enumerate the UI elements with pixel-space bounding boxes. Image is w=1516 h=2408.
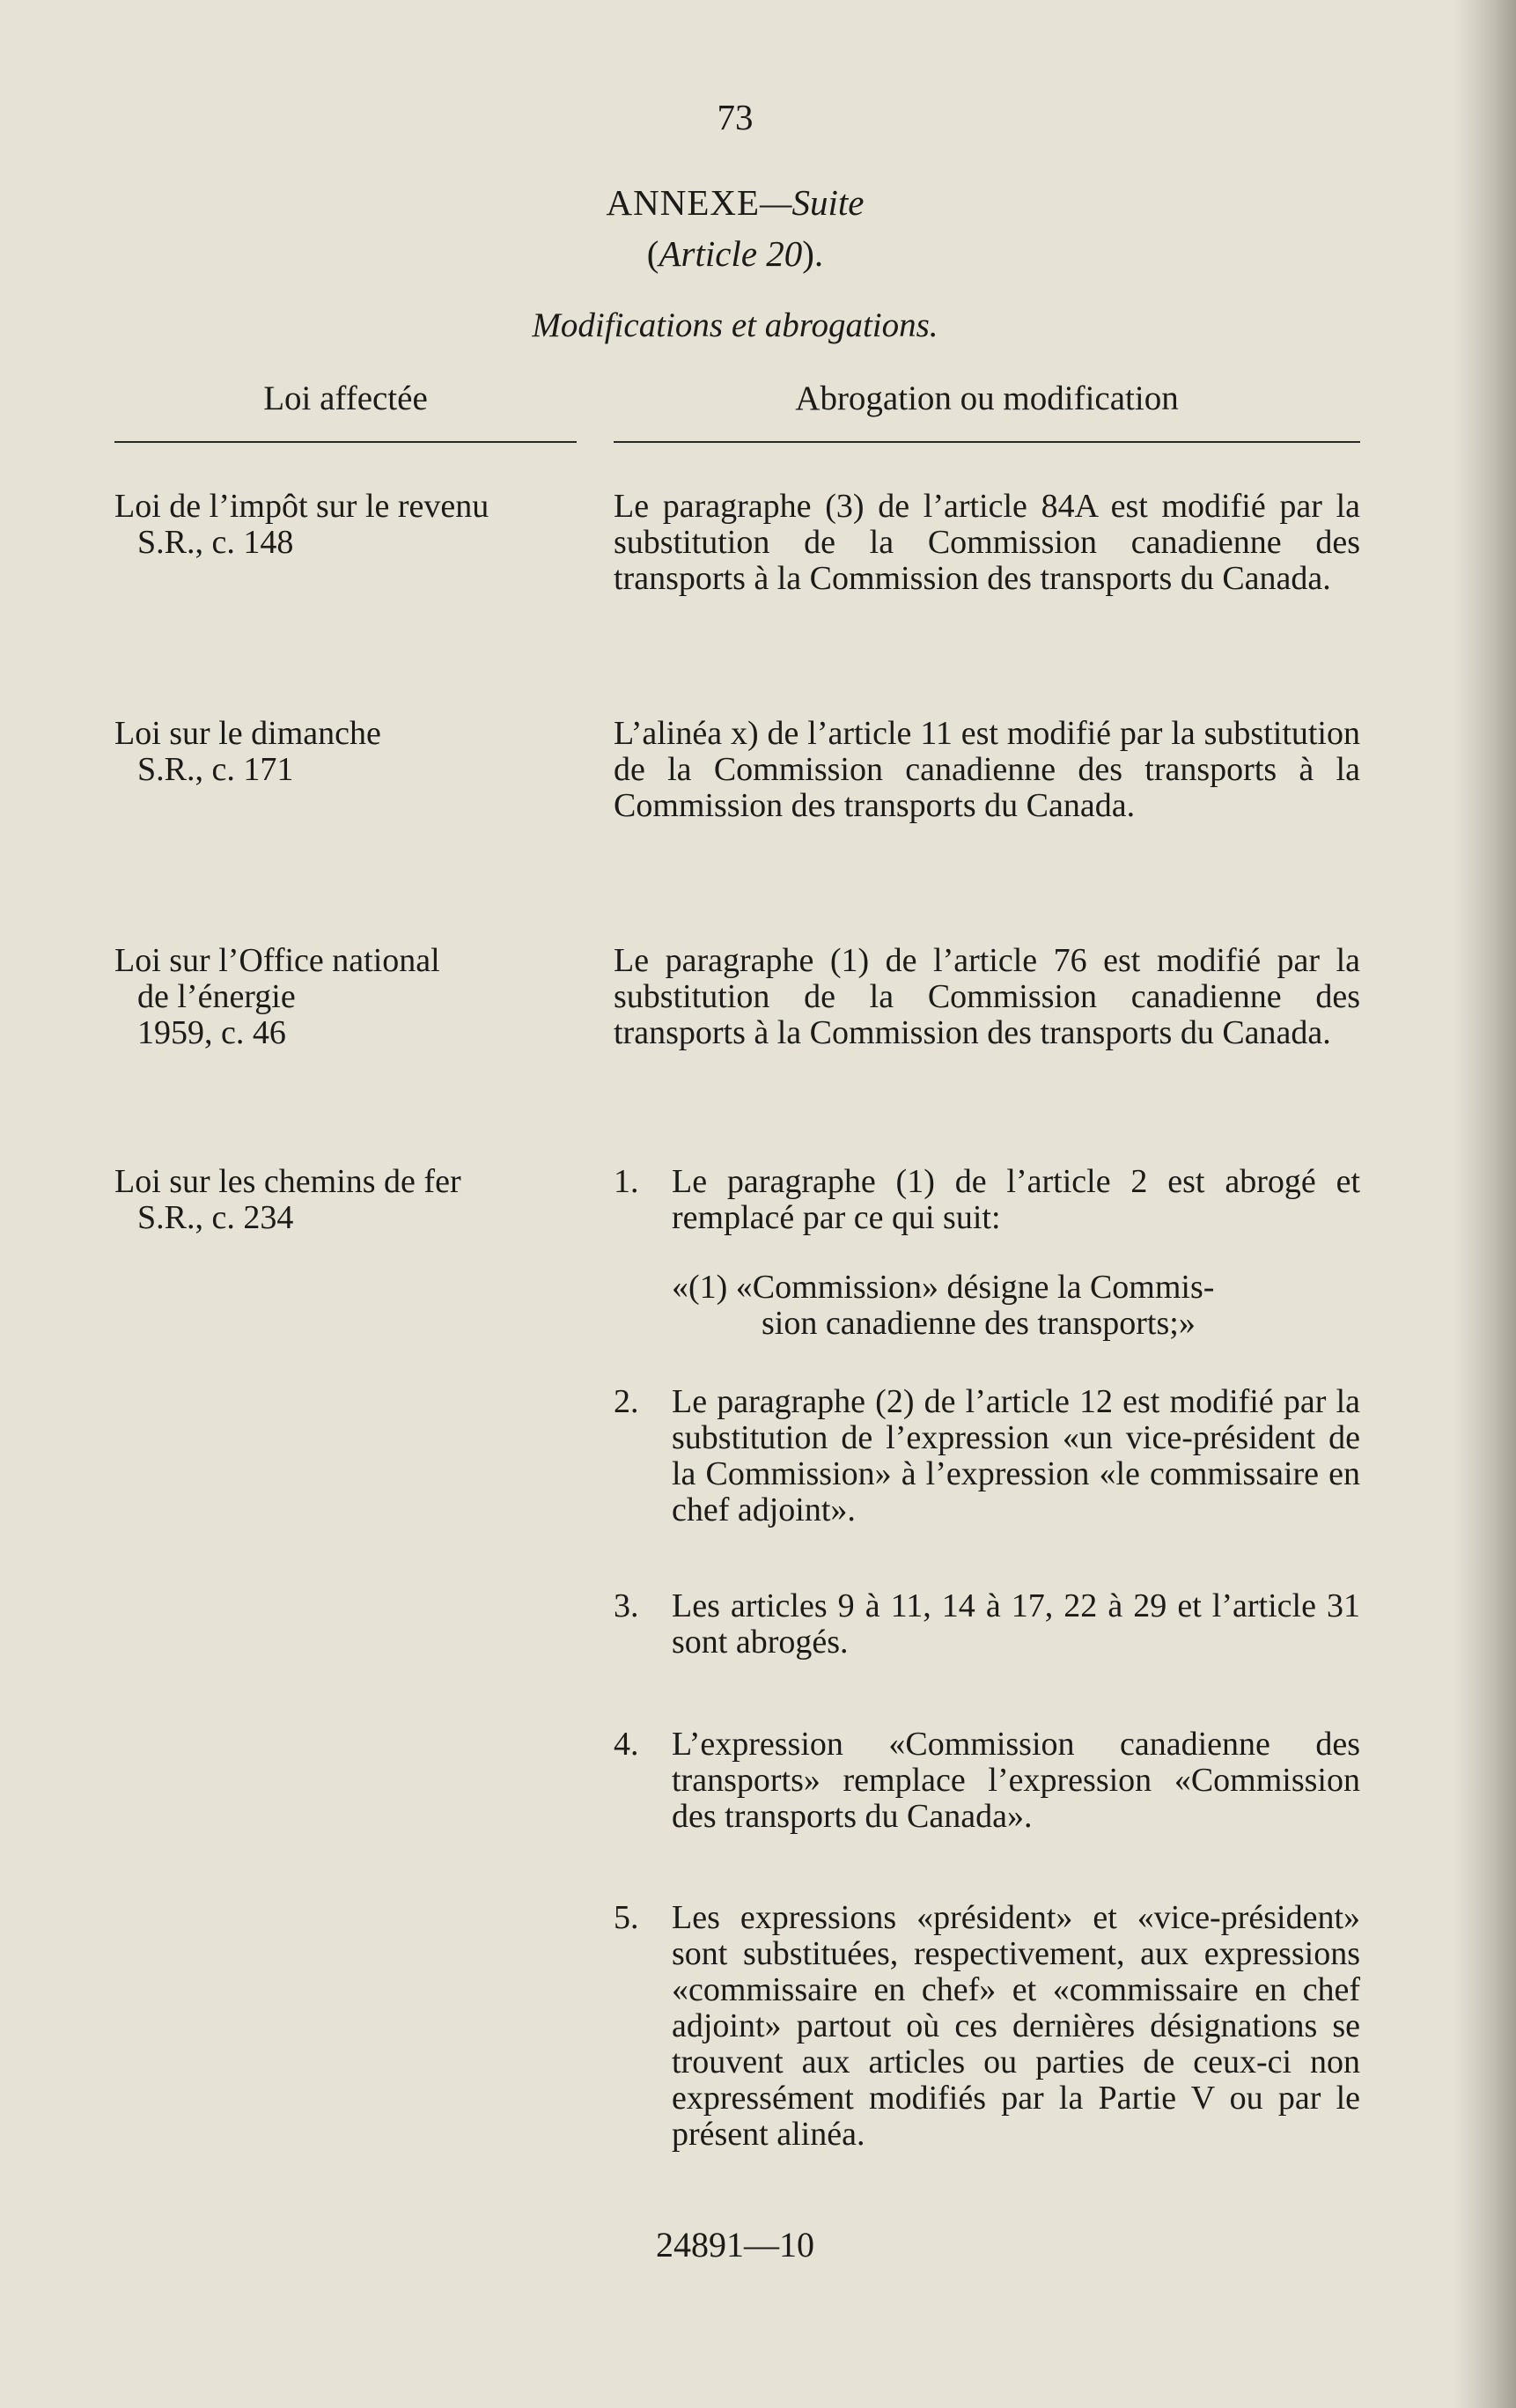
item-number: 3. [614,1587,639,1624]
article-close-paren: ). [802,233,824,274]
quote-line-2: sion canadienne des transports;» [762,1305,1196,1342]
item-text: L’expression «Commission canadienne des transports» remplace l’expression «Commission des transports du Canada». [672,1726,1360,1835]
item-number: 4. [614,1726,639,1763]
law-entry-railway [114,1164,581,1236]
item-text: Les expressions «président» et «vice-président» sont substituées, respectivement, aux expressions «commissaire en chef» et «commissaire en chef adjoint» partout où ces dernières désignations se trouvent aux articles ou parties de ceux-ci non expressément modifiés par la Partie V ou par le présent alinéa. [672,1899,1360,2153]
column-header-law: Loi affectée [263,379,428,417]
article-reference [0,232,1470,276]
printer-code: 24891—10 [656,2225,814,2264]
numbered-item [614,1384,1360,1528]
item-number: 1. [614,1163,639,1200]
law-entry-energy-board [114,943,581,1051]
article-label: Article 20 [659,233,803,274]
item-number: 5. [614,1899,639,1936]
modification-text: Le paragraphe (3) de l’article 84A est modifié par la substitution de la Commission canadienne des transports à la Commission des transports du Canada. [614,488,1360,597]
law-title: Loi de l’impôt sur le revenu [114,488,489,525]
law-citation: S.R., c. 148 [137,524,294,561]
annex-title-text: ANNEXE [606,182,761,223]
modification-text: L’alinéa x) de l’article 11 est modifié par la substitution de la Commission canadienne des transports à la Commission des transports du Canada. [614,715,1360,824]
page-edge-shadow [1454,0,1516,2408]
law-citation: S.R., c. 234 [137,1199,294,1236]
law-title: Loi sur les chemins de fer [114,1163,461,1200]
quoted-definition [672,1270,1360,1342]
item-text: Les articles 9 à 11, 14 à 17, 22 à 29 et l’article 31 sont abrogés. [672,1587,1360,1661]
law-citation: 1959, c. 46 [137,1014,286,1051]
section-heading: Modifications et abrogations. [532,306,938,344]
column-header-modification: Abrogation ou modification [795,379,1179,417]
law-entry-income-tax [114,489,581,561]
law-entry-sunday [114,716,581,788]
item-text: Le paragraphe (2) de l’article 12 est modifié par la substitution de l’expression «un vice-président de la Commission» à l’expression «le commissaire en chef adjoint». [672,1383,1360,1528]
numbered-item [614,1164,1360,1236]
numbered-item [614,1727,1360,1835]
quote-line-1: «(1) «Commission» désigne la Commis- [672,1269,1215,1306]
column-rule-law [114,441,577,443]
article-open-paren: ( [646,233,659,274]
law-title: Loi sur l’Office national [114,942,440,979]
page-number: 73 [717,97,754,137]
item-number: 2. [614,1383,639,1420]
column-rule-modification [614,441,1360,443]
annex-title [0,180,1470,225]
law-title-continued: de l’énergie [137,978,296,1015]
item-text: Le paragraphe (1) de l’article 2 est abrogé et remplacé par ce qui suit: [672,1163,1360,1236]
law-title: Loi sur le dimanche [114,715,381,752]
annex-title-suffix: —Suite [760,182,865,223]
numbered-item [614,1588,1360,1661]
numbered-item [614,1900,1360,2153]
law-citation: S.R., c. 171 [137,751,294,788]
modification-text: Le paragraphe (1) de l’article 76 est modifié par la substitution de la Commission canadienne des transports à la Commission des transports du Canada. [614,942,1360,1051]
